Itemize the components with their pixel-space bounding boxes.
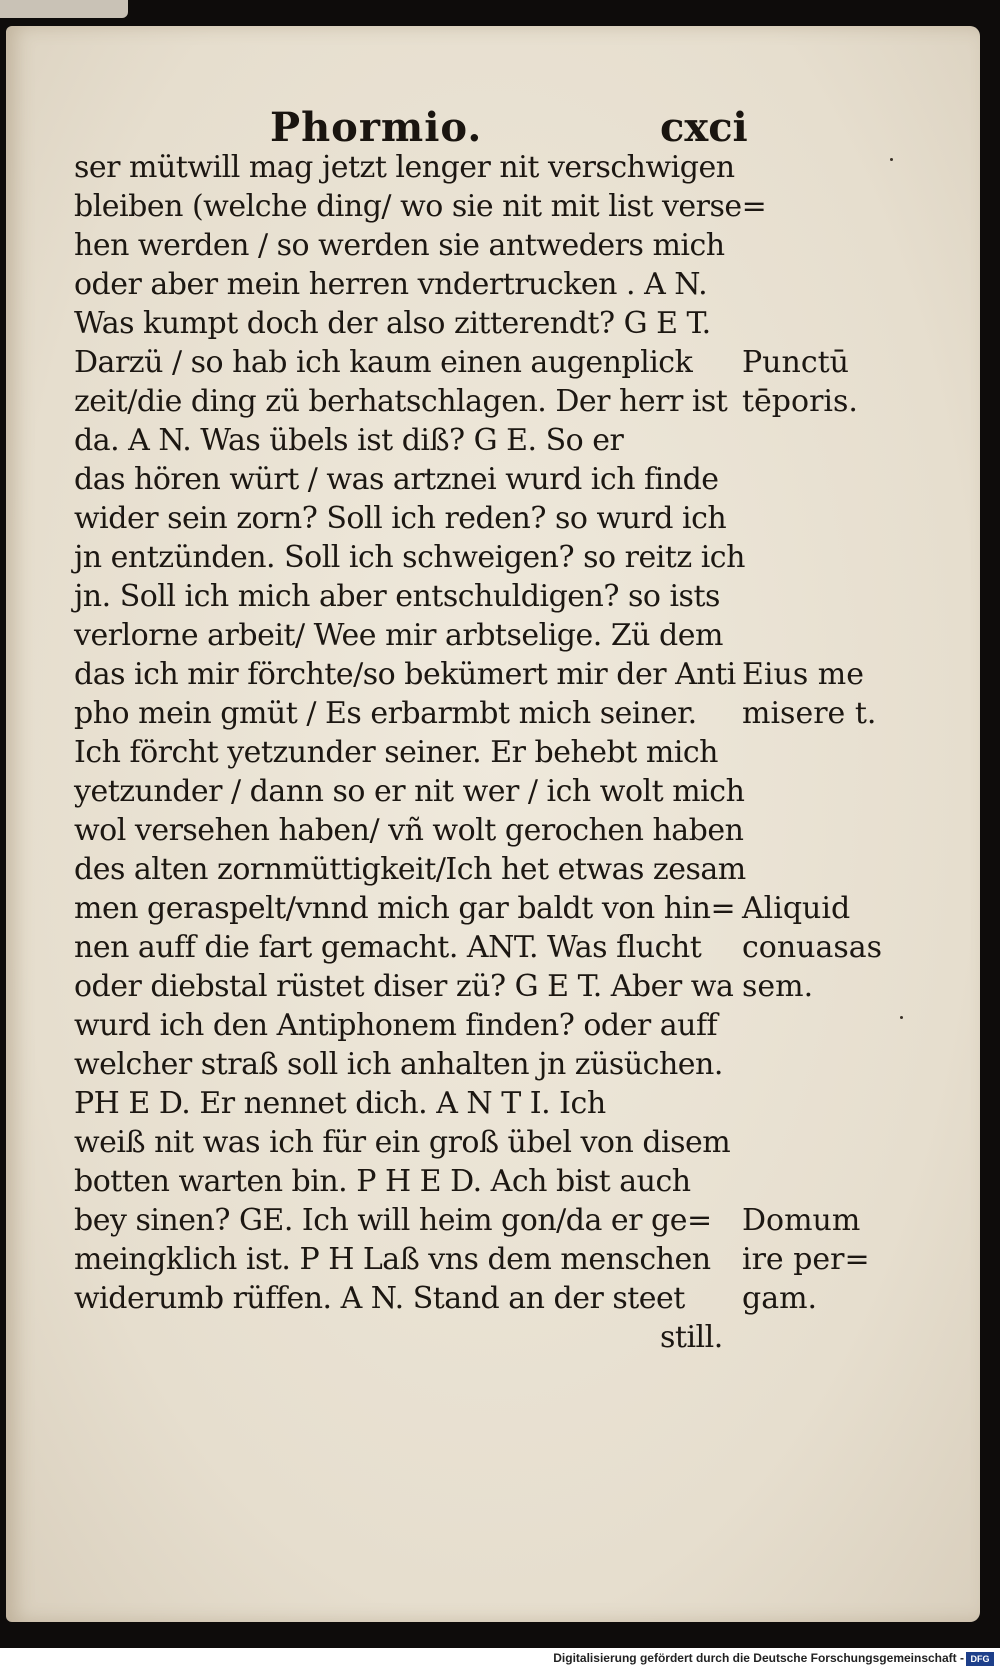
text-line: men geraspelt/vnnd mich gar baldt von hin= <box>74 891 736 926</box>
text-line: bleiben (welche ding/ wo sie nit mit list verse= <box>74 189 767 224</box>
margin-note: Eius me <box>742 657 864 692</box>
page-edge-tab <box>0 0 128 18</box>
text-line: das ich mir förchte/so bekümert mir der Anti <box>74 657 736 692</box>
margin-note: sem. <box>742 969 814 1004</box>
text-line: oder aber mein herren vndertrucken . A N. <box>74 267 708 302</box>
text-line: PH E D. Er nennet dich. A N T I. Ich <box>74 1086 606 1121</box>
running-title: Phormio. <box>270 104 483 151</box>
margin-note: Punctū <box>742 345 850 380</box>
text-line: still. <box>660 1320 723 1355</box>
text-line: wol versehen haben/ vñ wolt gerochen haben <box>74 813 744 848</box>
text-line: verlorne arbeit/ Wee mir arbtselige. Zü dem <box>74 618 723 653</box>
text-line: Ich förcht yetzunder seiner. Er behebt mich <box>74 735 718 770</box>
margin-note: misere t. <box>742 696 877 731</box>
text-line: Darzü / so hab ich kaum einen augenplick <box>74 345 693 380</box>
text-line: meingklich ist. P H Laß vns dem menschen <box>74 1242 711 1277</box>
text-line: weiß nit was ich für ein groß übel von disem <box>74 1125 731 1160</box>
ink-speck <box>890 158 893 161</box>
text-line: wider sein zorn? Soll ich reden? so wurd ich <box>74 501 727 536</box>
text-line: wurd ich den Antiphonem finden? oder auff <box>74 1008 718 1043</box>
text-line: zeit/die ding zü berhatschlagen. Der herr ist <box>74 384 728 419</box>
margin-note: Aliquid <box>742 891 851 926</box>
text-line: bey sinen? GE. Ich will heim gon/da er ge= <box>74 1203 712 1238</box>
text-line: jn. Soll ich mich aber entschuldigen? so ists <box>74 579 720 614</box>
text-line: nen auff die fart gemacht. ANT. Was flucht <box>74 930 702 965</box>
text-line: botten warten bin. P H E D. Ach bist auch <box>74 1164 691 1199</box>
dfg-logo: DFG <box>966 1652 994 1666</box>
margin-note: ire per= <box>742 1242 870 1277</box>
footer-bar <box>0 1648 1000 1671</box>
margin-note: Domum <box>742 1203 861 1238</box>
text-line: oder diebstal rüstet diser zü? G E T. Aber wa <box>74 969 734 1004</box>
text-line: Was kumpt doch der also zitterendt? G E T. <box>74 306 711 341</box>
text-line: welcher straß soll ich anhalten jn züsüchen. <box>74 1047 723 1082</box>
text-line: yetzunder / dann so er nit wer / ich wolt mich <box>74 774 745 809</box>
text-line: ser mütwill mag jetzt lenger nit verschwigen <box>74 150 735 185</box>
text-line: da. A N. Was übels ist diß? G E. So er <box>74 423 624 458</box>
text-line: das hören würt / was artznei wurd ich finde <box>74 462 719 497</box>
text-line: jn entzünden. Soll ich schweigen? so reitz ich <box>74 540 745 575</box>
text-line: hen werden / so werden sie antweders mich <box>74 228 725 263</box>
ink-speck <box>900 1016 903 1019</box>
folio-number: cxci <box>660 104 748 151</box>
text-line: pho mein gmüt / Es erbarmbt mich seiner. <box>74 696 697 731</box>
text-line: widerumb rüffen. A N. Stand an der steet <box>74 1281 685 1316</box>
margin-note: tēporis. <box>742 384 858 419</box>
margin-note: conuasas <box>742 930 883 965</box>
funding-notice: Digitalisierung gefördert durch die Deutsche Forschungsgemeinschaft - <box>553 1651 964 1665</box>
margin-note: gam. <box>742 1281 818 1316</box>
text-line: des alten zornmüttigkeit/Ich het etwas zesam <box>74 852 746 887</box>
